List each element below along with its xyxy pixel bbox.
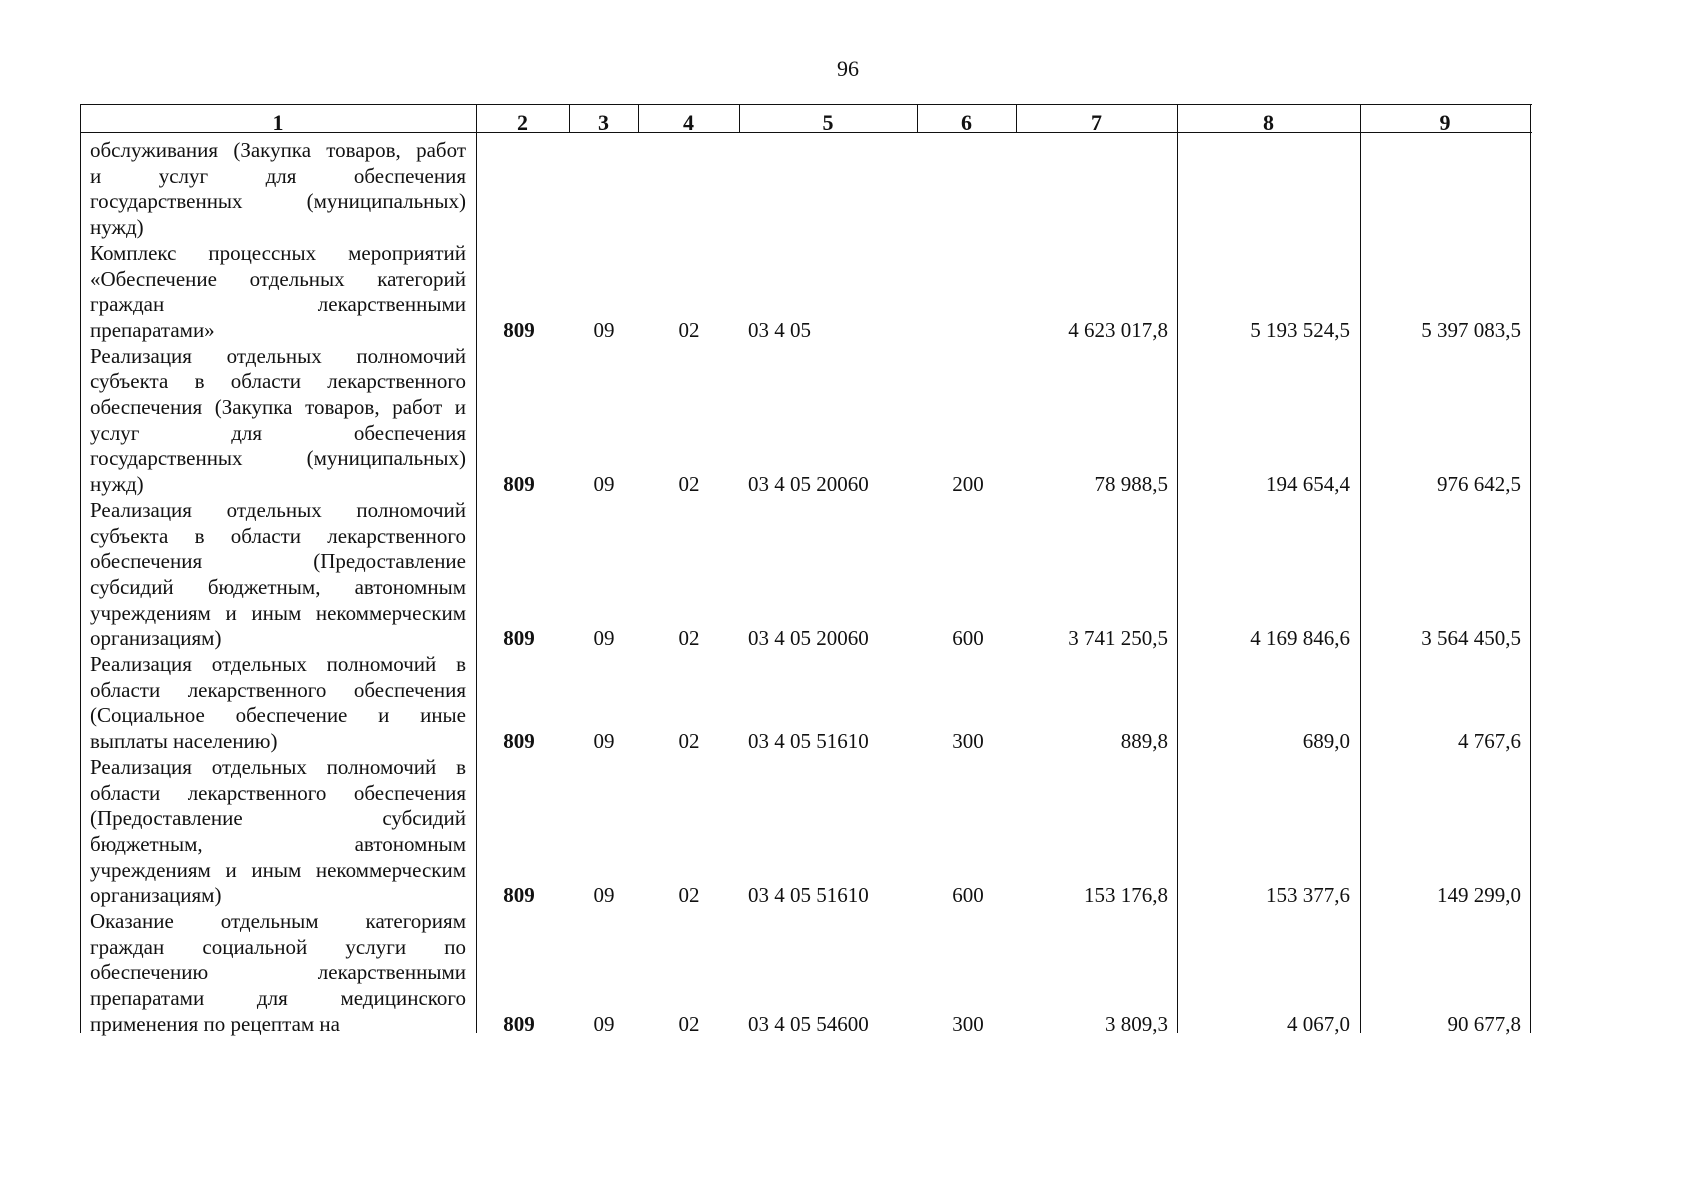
description-line: «Обеспечение отдельных категорий <box>90 266 466 291</box>
header-col-2: 2 <box>517 110 528 135</box>
cell-c5: 03 4 05 20060 <box>748 626 869 651</box>
cell-c3: 09 <box>593 883 615 908</box>
cell-c8: 689,0 <box>1302 729 1350 754</box>
cell-c3: 09 <box>593 317 615 342</box>
cell-c3: 09 <box>593 472 615 497</box>
description-line: обеспечению лекарственными <box>90 960 466 985</box>
cell-c2: 809 <box>503 472 535 497</box>
cell-c4: 02 <box>678 472 700 497</box>
description-line: Реализация отдельных полномочий <box>90 497 466 522</box>
cell-c8: 153 377,6 <box>1266 883 1350 908</box>
header-col-8: 8 <box>1263 110 1274 135</box>
cell-c7: 3 741 250,5 <box>1068 626 1168 651</box>
table-top-border <box>80 104 1532 105</box>
description-line: граждан лекарственными <box>90 292 466 317</box>
cell-c5: 03 4 05 51610 <box>748 883 869 908</box>
cell-c7: 4 623 017,8 <box>1068 317 1168 342</box>
cell-c9: 90 677,8 <box>1447 1011 1521 1036</box>
cell-c5: 03 4 05 51610 <box>748 729 869 754</box>
header-col-5: 5 <box>822 110 834 135</box>
description-line: учреждениям и иным некоммерческим <box>90 857 466 882</box>
cell-c3: 09 <box>593 626 615 651</box>
description-line: учреждениям и иным некоммерческим <box>90 600 466 625</box>
description-line: области лекарственного обеспечения <box>90 780 466 805</box>
description-line: нужд) <box>90 215 144 240</box>
header-col-7: 7 <box>1091 110 1102 135</box>
header-col-3: 3 <box>598 110 609 135</box>
description-line: граждан социальной услуги по <box>90 934 466 959</box>
description-line: Реализация отдельных полномочий в <box>90 754 466 779</box>
col-border-left <box>80 104 81 1033</box>
budget-table <box>80 104 1532 1036</box>
row-description <box>90 498 466 652</box>
description-line: обеспечения (Предоставление <box>90 549 466 574</box>
cell-c9: 4 767,6 <box>1458 729 1521 754</box>
cell-c2: 809 <box>503 729 535 754</box>
cell-c8: 4 169 846,6 <box>1250 626 1350 651</box>
row-description <box>90 138 466 241</box>
row-description <box>90 909 466 1038</box>
description-line: применения по рецептам на <box>90 1011 340 1036</box>
cell-c6: 600 <box>952 883 984 908</box>
description-line: организациям) <box>90 626 222 651</box>
description-line: препаратами» <box>90 317 215 342</box>
page-number: 96 <box>837 56 859 81</box>
header-col-6: 6 <box>961 110 972 135</box>
cell-c8: 5 193 524,5 <box>1250 317 1350 342</box>
description-line: субъекта в области лекарственного <box>90 523 466 548</box>
cell-c2: 809 <box>503 626 535 651</box>
header-col-1: 1 <box>272 110 284 135</box>
description-line: Комплекс процессных мероприятий <box>90 240 466 265</box>
cell-c6: 200 <box>952 472 984 497</box>
cell-c6: 300 <box>952 1011 984 1036</box>
cell-c2: 809 <box>503 883 535 908</box>
row-description <box>90 241 466 344</box>
description-line: (Социальное обеспечение и иные <box>90 703 466 728</box>
description-line: Реализация отдельных полномочий <box>90 343 466 368</box>
row-description <box>90 344 466 498</box>
cell-c4: 02 <box>678 883 700 908</box>
col-border-1 <box>476 104 477 1033</box>
cell-c7: 153 176,8 <box>1084 883 1168 908</box>
cell-c5: 03 4 05 20060 <box>748 472 869 497</box>
cell-c7: 889,8 <box>1120 729 1168 754</box>
description-line: бюджетным, автономным <box>90 831 466 856</box>
description-line: выплаты населению) <box>90 729 278 754</box>
description-line: услуг для обеспечения <box>90 420 466 445</box>
description-line: (Предоставление субсидий <box>90 806 466 831</box>
cell-c8: 194 654,4 <box>1266 472 1350 497</box>
cell-c4: 02 <box>678 729 700 754</box>
cell-c9: 149 299,0 <box>1437 883 1521 908</box>
description-line: области лекарственного обеспечения <box>90 677 466 702</box>
cell-c6: 300 <box>952 729 984 754</box>
cell-c4: 02 <box>678 317 700 342</box>
cell-c5: 03 4 05 <box>748 317 811 342</box>
row-description <box>90 755 466 909</box>
cell-c9: 976 642,5 <box>1437 472 1521 497</box>
cell-c2: 809 <box>503 317 535 342</box>
cell-c5: 03 4 05 54600 <box>748 1011 869 1036</box>
cell-c2: 809 <box>503 1011 535 1036</box>
header-col-9: 9 <box>1439 110 1451 135</box>
cell-c3: 09 <box>593 1011 615 1036</box>
cell-c9: 5 397 083,5 <box>1421 317 1521 342</box>
cell-c6: 600 <box>952 626 984 651</box>
row-description <box>90 652 466 755</box>
description-line: Оказание отдельным категориям <box>90 909 466 933</box>
description-line: субъекта в области лекарственного <box>90 369 466 394</box>
cell-c3: 09 <box>593 729 615 754</box>
description-line: организациям) <box>90 883 222 908</box>
cell-c9: 3 564 450,5 <box>1421 626 1521 651</box>
col-border-right <box>1530 104 1531 1033</box>
cell-c7: 3 809,3 <box>1105 1011 1168 1036</box>
cell-c4: 02 <box>678 626 700 651</box>
description-line: Реализация отдельных полномочий в <box>90 652 466 676</box>
description-line: государственных (муниципальных) <box>90 189 466 214</box>
description-line: и услуг для обеспечения <box>90 163 466 188</box>
cell-c7: 78 988,5 <box>1094 472 1168 497</box>
cell-c8: 4 067,0 <box>1287 1011 1350 1036</box>
description-line: препаратами для медицинского <box>90 986 466 1011</box>
description-line: обслуживания (Закупка товаров, работ <box>90 138 466 162</box>
description-line: субсидий бюджетным, автономным <box>90 574 466 599</box>
description-line: государственных (муниципальных) <box>90 446 466 471</box>
cell-c4: 02 <box>678 1011 700 1036</box>
description-line: нужд) <box>90 472 144 497</box>
description-line: обеспечения (Закупка товаров, работ и <box>90 395 466 419</box>
header-col-4: 4 <box>683 110 694 135</box>
